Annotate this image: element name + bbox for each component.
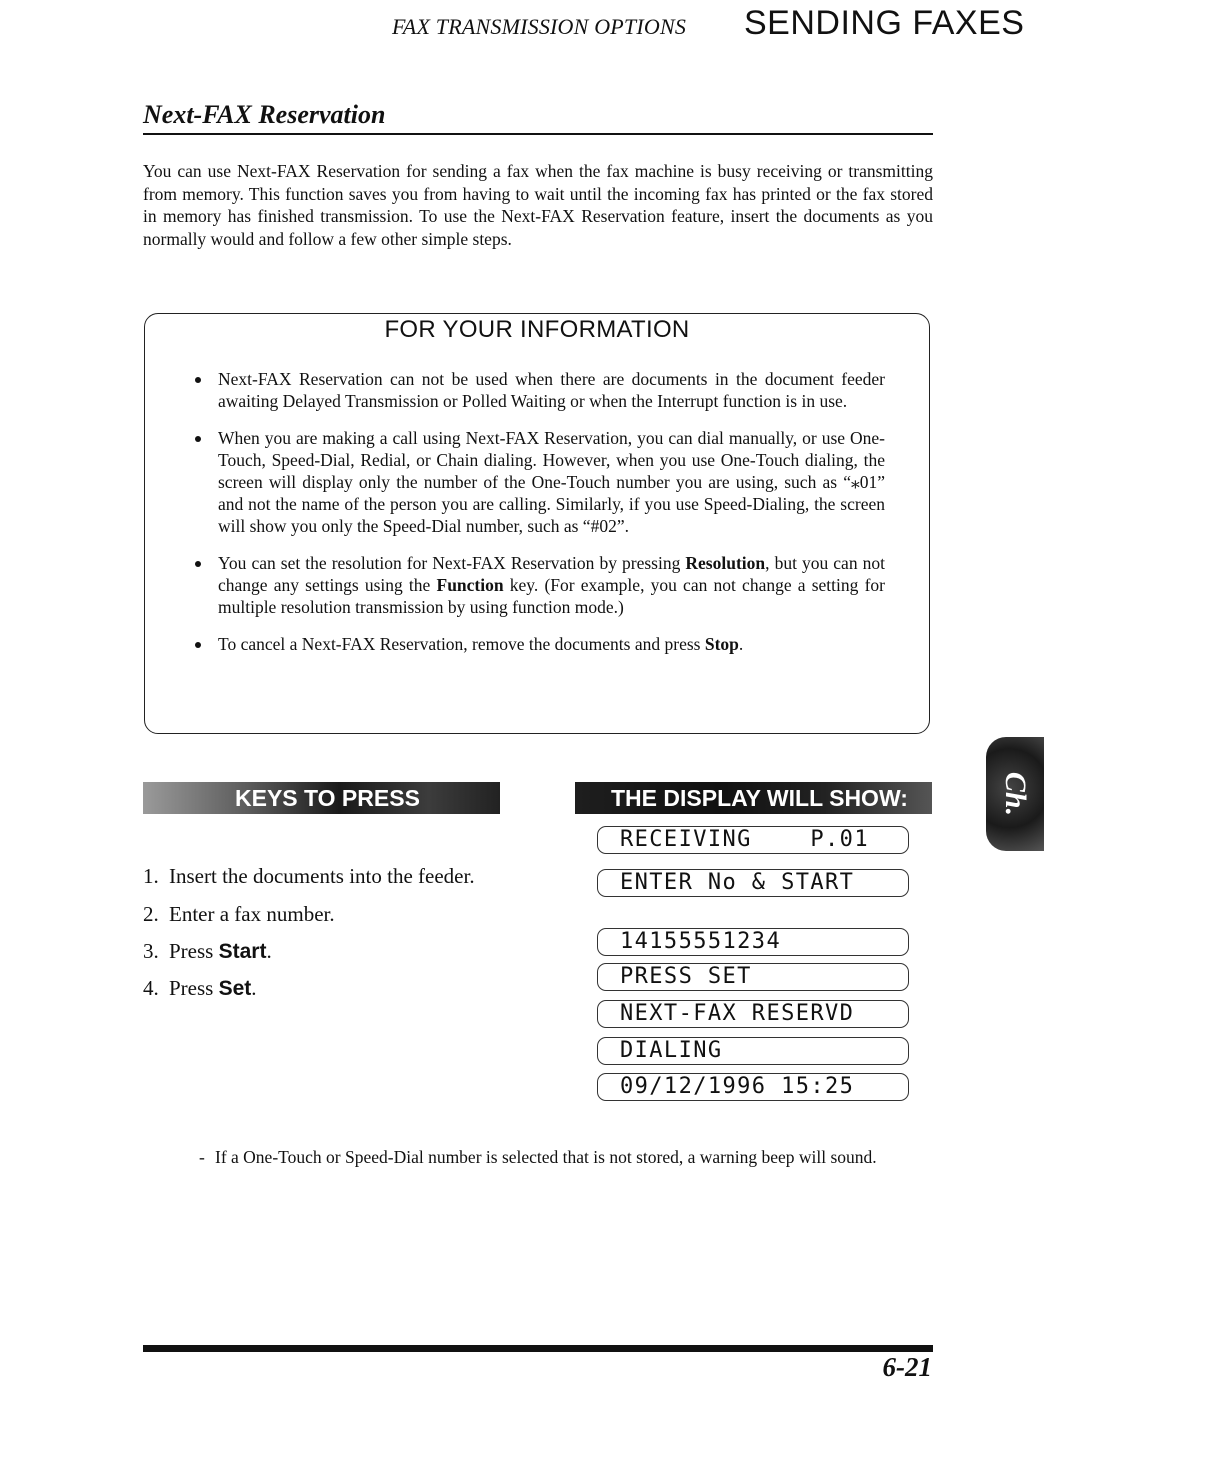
info-bullet	[195, 633, 885, 655]
info-bullet-text	[218, 552, 885, 618]
info-bullet	[195, 427, 885, 537]
lcd-display: DIALING	[597, 1037, 909, 1065]
bullet-dot-icon	[195, 436, 201, 442]
step-text: Insert the documents into the feeder.	[169, 864, 475, 888]
step-text: .	[266, 939, 272, 963]
intro-paragraph: You can use Next-FAX Reservation for sending a fax when the fax machine is busy receiving or transmitting from memory. This function saves you from having to wait until the incoming fax has printed or the fax stored in memory has finished transmission. To use the Next-FAX Reservation feature, insert the documents as you normally would and follow a few other simple steps.	[143, 161, 933, 249]
lcd-display: RECEIVING P.01	[597, 826, 909, 854]
key-name-function: Function	[436, 575, 504, 595]
footnote-text: If a One-Touch or Speed-Dial number is selected that is not stored, a warning beep will sound.	[215, 1147, 877, 1167]
info-bullet	[195, 552, 885, 618]
running-header-section: FAX TRANSMISSION OPTIONS	[392, 14, 687, 39]
info-bullet-list	[195, 368, 885, 670]
running-header-chapter: SENDING FAXES	[744, 4, 1025, 42]
info-bullet-text-part: You can set the resolution for Next-FAX Reservation by pressing	[218, 553, 686, 573]
key-name-stop: Stop	[704, 634, 739, 654]
step-item	[143, 939, 503, 964]
info-bullet-text-part: .	[738, 634, 744, 654]
step-number: 4.	[143, 976, 159, 1000]
step-text: Press	[169, 976, 219, 1000]
key-name-set: Set	[218, 977, 252, 1000]
step-text: Press	[169, 939, 219, 963]
bullet-dot-icon	[195, 377, 201, 383]
chapter-tab-label: Ch. 6	[935, 771, 1032, 817]
lcd-display: 14155551234	[597, 928, 909, 956]
lcd-display: 09/12/1996 15:25	[597, 1073, 909, 1101]
info-box-title: FOR YOUR INFORMATION	[384, 316, 690, 343]
step-number: 2.	[143, 902, 159, 926]
section-title-rule	[143, 133, 933, 135]
page-number: 6-21	[882, 1352, 932, 1382]
info-bullet-text: When you are making a call using Next-FAX Reservation, you can dial manually, or use One-Touch, Speed-Dial, Redial, or Chain dialing. However, when you use One-Touch dialing, the screen will display only the number of the One-Touch number you are using, such as “⁎01” and not the name of the person you are calling. Similarly, if you use Speed-Dialing, the screen will show you only the Speed-Dial number, such as “#02”.	[218, 428, 885, 536]
lcd-display: ENTER No & START	[597, 869, 909, 897]
info-bullet-text-part: key. (For example, you can not change a setting for multiple resolution transmission by using function mode.)	[218, 575, 885, 617]
info-bullet-text: Next-FAX Reservation can not be used when there are documents in the document feeder awaiting Delayed Transmission or Polled Waiting or when the Interrupt function is in use.	[218, 369, 885, 411]
step-text: .	[251, 976, 257, 1000]
key-name-start: Start	[218, 940, 267, 963]
section-title: Next-FAX Reservation	[143, 100, 386, 129]
step-text: Enter a fax number.	[169, 902, 335, 926]
step-list	[143, 864, 503, 1013]
info-box	[144, 313, 930, 734]
info-bullet	[195, 368, 885, 412]
step-item	[143, 864, 503, 889]
info-bullet-text	[218, 633, 885, 655]
step-item	[143, 902, 503, 927]
display-will-show-header: THE DISPLAY WILL SHOW:	[575, 782, 932, 814]
footer-rule	[143, 1345, 933, 1352]
lcd-display: PRESS SET	[597, 963, 909, 991]
info-bullet-text-part: , but you can not change any settings using the	[218, 553, 885, 595]
bullet-dot-icon	[195, 642, 201, 648]
step-item	[143, 976, 503, 1001]
footnote-dash: -	[199, 1147, 205, 1167]
bullet-dot-icon	[195, 561, 201, 567]
step-number: 1.	[143, 864, 159, 888]
footnote	[199, 1146, 934, 1169]
step-number: 3.	[143, 939, 159, 963]
keys-to-press-header: KEYS TO PRESS	[143, 782, 500, 814]
lcd-display: NEXT-FAX RESERVD	[597, 1000, 909, 1028]
key-name-resolution: Resolution	[685, 553, 766, 573]
info-bullet-text-part: To cancel a Next-FAX Reservation, remove the documents and press	[218, 634, 705, 654]
